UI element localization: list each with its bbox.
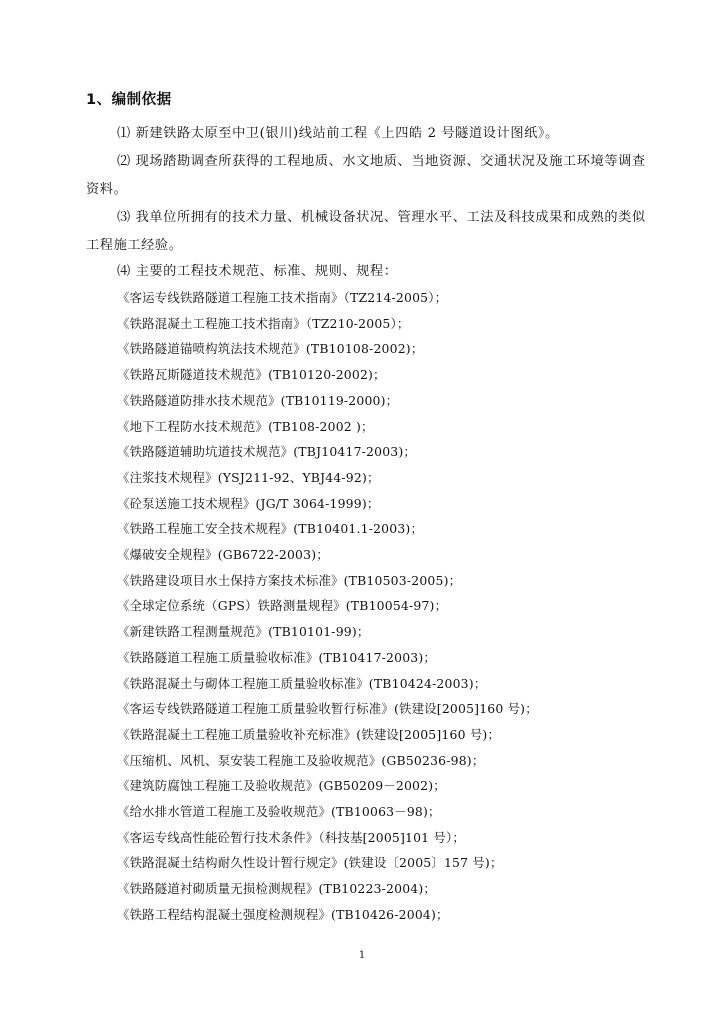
reference-item: 《客运专线高性能砼暂行技术条件》（科技基[2005]101 号）； xyxy=(117,829,465,845)
reference-item: 《铁路隧道辅助坑道技术规范》(TBJ10417-2003)； xyxy=(117,444,417,460)
reference-item: 《铁路隧道锚喷构筑法技术规范》(TB10108-2002)； xyxy=(117,341,424,357)
reference-item: 《铁路混凝土与砌体工程施工质量验收标准》(TB10424-2003)； xyxy=(117,675,487,691)
basis-item-line: 工程施工经验。 xyxy=(86,238,183,253)
reference-item: 《注浆技术规程》(YSJ211-92、YBJ44-92)； xyxy=(117,469,380,485)
reference-item: 《压缩机、风机、泵安装工程施工及验收规范》(GB50236-98)； xyxy=(117,752,485,768)
reference-item: 《铁路瓦斯隧道技术规范》(TB10120-2002)； xyxy=(117,367,386,383)
reference-item: 《客运专线铁路隧道工程施工质量验收暂行标准》(铁建设[2005]160 号)； xyxy=(117,701,538,717)
reference-item: 《地下工程防水技术规范》(TB108-2002 )； xyxy=(117,418,374,434)
reference-item: 《铁路混凝土工程施工质量验收补充标准》(铁建设[2005]160 号)； xyxy=(117,726,501,742)
reference-item: 《铁路隧道防排水技术规范》(TB10119-2000)； xyxy=(117,392,399,408)
basis-item-line: ⑵ 现场踏勘调查所获得的工程地质、水文地质、当地资源、交通状况及施工环境等调查 xyxy=(117,154,646,169)
reference-item: 《爆破安全规程》(GB6722-2003)； xyxy=(117,547,329,563)
basis-item-4 xyxy=(86,258,646,286)
reference-item: 《砼泵送施工技术规程》(JG/T 3064-1999)； xyxy=(117,495,380,511)
reference-list xyxy=(117,285,538,928)
reference-item: 《铁路工程结构混凝土强度检测规程》(TB10426-2004)； xyxy=(117,906,449,922)
reference-item: 《客运专线铁路隧道工程施工技术指南》（TZ214-2005）； xyxy=(117,290,448,305)
reference-item: 《铁路混凝土结构耐久性设计暂行规定》(铁建设〔2005〕157 号)； xyxy=(117,855,503,871)
reference-item: 《建筑防腐蚀工程施工及验收规范》(GB50209－2002)； xyxy=(117,778,446,794)
section-heading: 1、编制依据 xyxy=(86,92,172,108)
reference-item: 《新建铁路工程测量规范》(TB10101-99)； xyxy=(117,624,370,640)
reference-item: 《给水排水管道工程施工及验收规范》(TB10063－98)； xyxy=(117,804,441,820)
basis-item-1 xyxy=(86,120,646,148)
basis-item-line: ⑷ 主要的工程技术规范、标准、规则、规程： xyxy=(117,264,398,279)
reference-item: 《铁路混凝土工程施工技术指南》（TZ210-2005）； xyxy=(117,315,410,331)
reference-item: 《铁路隧道工程施工质量验收标准》(TB10417-2003)； xyxy=(117,649,437,665)
reference-item: 《铁路工程施工安全技术规程》(TB10401.1-2003)； xyxy=(117,521,424,537)
reference-item: 《全球定位系统（GPS）铁路测量规程》(TB10054-97)； xyxy=(117,598,448,614)
basis-item-line: ⑴ 新建铁路太原至中卫(银川)线站前工程《上四皓 2 号隧道设计图纸》。 xyxy=(117,126,559,141)
page-number: 1 xyxy=(358,950,366,961)
basis-item-3 xyxy=(86,204,646,260)
basis-item-line: 资料。 xyxy=(86,182,128,197)
reference-item: 《铁路隧道衬砌质量无损检测规程》(TB10223-2004)； xyxy=(117,881,437,897)
basis-item-line: ⑶ 我单位所拥有的技术力量、机械设备状况、管理水平、工法及科技成果和成熟的类似 xyxy=(117,210,646,225)
basis-item-2 xyxy=(86,148,646,204)
reference-item: 《铁路建设项目水土保持方案技术标准》(TB10503-2005)； xyxy=(117,572,462,588)
